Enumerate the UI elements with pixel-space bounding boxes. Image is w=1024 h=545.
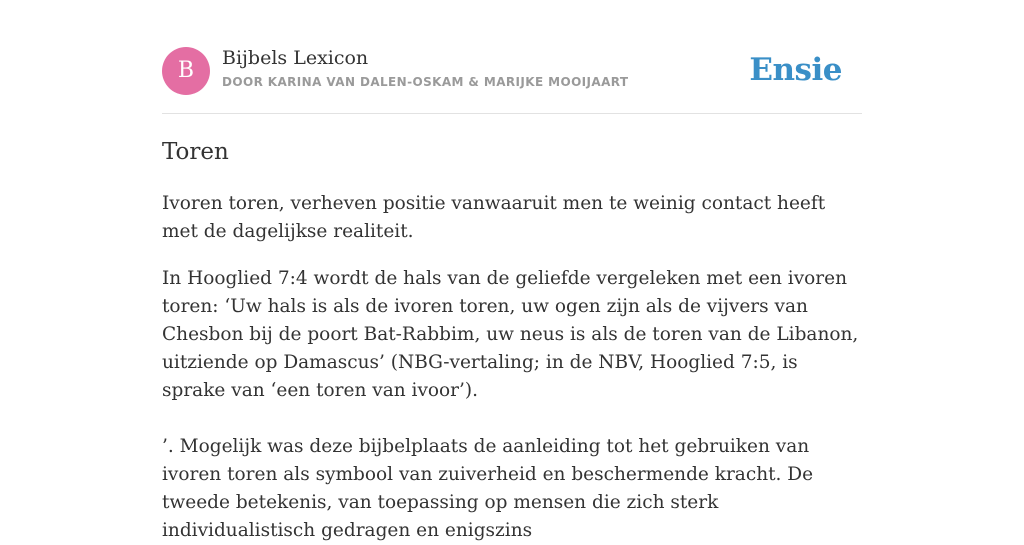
entry-paragraph: In Hooglied 7:4 wordt de hals van de geliefde vergeleken met een ivoren toren: ‘Uw hals is als de ivoren toren, uw ogen zijn als de vijvers van Chesbon bij de poort Bat-Rabbim, uw neus is als de toren van de Libanon, uitziende op Damascus’ (NBG-vertaling; in de NBV, Hooglied 7:5, is sprake van ‘een toren van ivoor’). [162,268,859,401]
lexicon-header [162,46,862,96]
brand-logo[interactable]: Ensie [749,52,842,88]
entry-paragraph: Ivoren toren, verheven positie vanwaaruit men te weinig contact heeft met de dagelijkse realiteit. [162,193,826,242]
entry-title: Toren [162,139,229,165]
entry-content [162,136,862,545]
avatar[interactable]: B [162,47,210,95]
book-authors: DOOR KARINA VAN DALEN-OSKAM & MARIJKE MOOIJAART [222,75,629,89]
book-title[interactable]: Bijbels Lexicon [222,47,369,69]
entry-paragraph: ’. Mogelijk was deze bijbelplaats de aanleiding tot het gebruiken van ivoren toren als symbool van zuiverheid en beschermende kracht. De tweede betekenis, van toepassing op mensen die zich sterk individualistisch gedragen en enigszins [162,436,814,541]
header-divider [162,113,862,114]
